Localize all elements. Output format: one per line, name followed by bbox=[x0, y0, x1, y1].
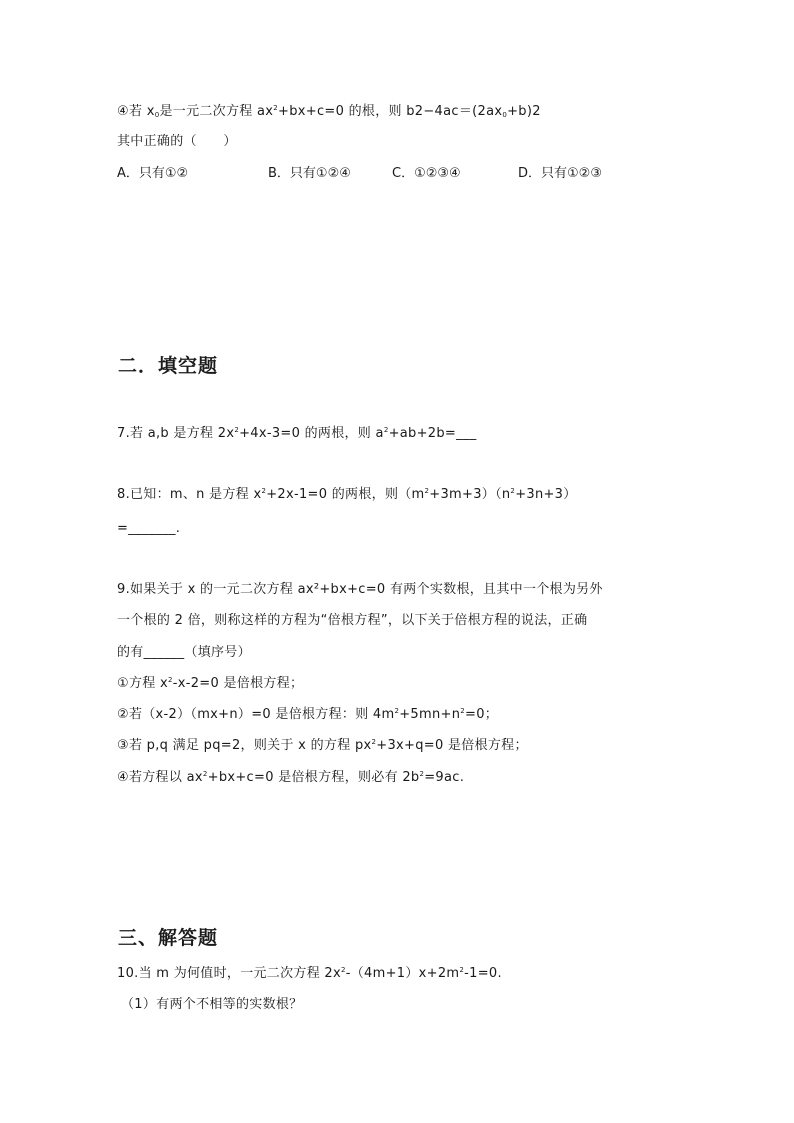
question-8-line2: =_______. bbox=[117, 521, 181, 536]
question-8-line1: 8.已知：m、n 是方程 $x^2+2x-1=0$ 的两根，则$(m^2+3m+3)(n^2+3n+3)$ bbox=[117, 487, 577, 502]
statement-4: ④若 $x_0$是一元二次方程 $ax^2+bx+c=0$ 的根，则 $b2-4ac=(2ax_0+b)2$ bbox=[117, 104, 541, 119]
question-10-part-1: （1）有两个不相等的实数根？ bbox=[121, 997, 303, 1012]
statement-9-4: ④若方程以 $ax^2+bx+c=0$ 是倍根方程，则必有 $2b^2=9ac$. bbox=[117, 770, 465, 785]
question-9-line2: 一个根的 2 倍，则称这样的方程为“倍根方程”，以下关于倍根方程的说法，正确 bbox=[117, 613, 588, 628]
statement-9-1: ①方程 $x^2-x-2=0$ 是倍根方程； bbox=[117, 676, 304, 691]
option-c: C．①②③④ bbox=[392, 166, 461, 181]
question-10: 10.当 m 为何值时，一元二次方程 $2x^2-(4m+1)x+2m^2-1=0$. bbox=[117, 966, 502, 981]
question-prompt: 其中正确的（ ） bbox=[117, 134, 237, 149]
section-heading-solutions: 三、解答题 bbox=[118, 927, 219, 949]
option-d: D．只有①②③ bbox=[518, 166, 602, 181]
section-heading-fill-blank: 二．填空题 bbox=[118, 355, 219, 377]
question-9-line1: 9.如果关于 x 的一元二次方程 ax²+bx+c=0 有两个实数根，且其中一个根为另外 bbox=[117, 582, 603, 597]
question-9-line3: 的有______（填序号） bbox=[117, 645, 251, 660]
statement-9-3: ③若 p,q 满足 pq=2，则关于 x 的方程 $px^2+3x+q=0$ 是倍根方程； bbox=[117, 738, 528, 753]
question-7: 7.若 a,b 是方程 $2x^2+4x-3=0$ 的两根，则 $a^2+ab+2b=\_\_\_$ bbox=[117, 426, 477, 441]
option-a: A．只有①② bbox=[117, 166, 189, 181]
statement-9-2: ②若（x-2）（mx+n）=0 是倍根方程：则 $4m^2+5mn+n^2=0$； bbox=[117, 707, 499, 722]
option-b: B．只有①②④ bbox=[268, 166, 351, 181]
